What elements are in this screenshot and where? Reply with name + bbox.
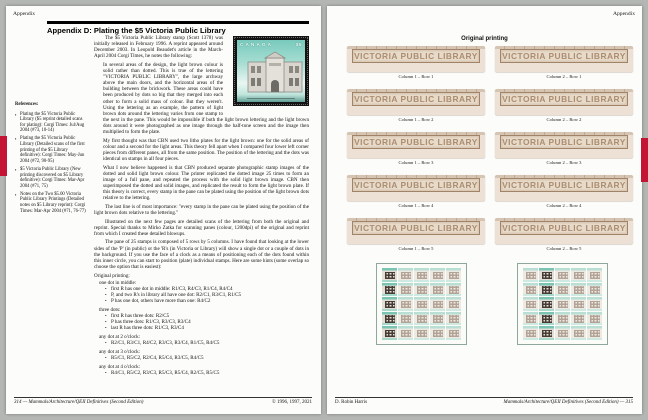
- bullet-icon: ▪: [15, 111, 17, 117]
- scan-caption: Column 1 – Row 3: [398, 159, 434, 165]
- pane-stamp: [523, 312, 538, 326]
- pane-stamp: [430, 297, 445, 311]
- hint-item-text: P has three dots: R1/C3, R3/C3, R3/C4: [111, 318, 191, 325]
- pane-stamp: [398, 268, 413, 282]
- lettering-panel: [352, 135, 480, 149]
- lettering-panel: [500, 221, 628, 235]
- paragraph-intro: The $5 Victoria Public Library stamp (Scott 1378) was initially released in February 1996. A reprint appeared around December 2003. In Leopold Beaudet's article in the March-April 2004 Corgi Times, he notes the following:: [94, 35, 223, 60]
- lettering-text: VICTORIA PUBLIC LIBRARY: [354, 137, 478, 147]
- pane-stamp: [430, 283, 445, 297]
- footer-copyright: © 1996, 1997, 2021: [271, 400, 312, 405]
- lettering-text: VICTORIA PUBLIC LIBRARY: [502, 223, 626, 233]
- pane-stamp: [539, 326, 554, 340]
- pane-stamp: [430, 268, 445, 282]
- reference-text: Notes on the Two $5.00 Victoria Public Library Printings (Detailed notes on $5 Library reprint): Corgi Times: Mar-Apr 2004 (#71, 76-77): [20, 191, 86, 214]
- paragraph-illustrated: Illustrated on the next few pages are detailed scans of the lettering from both the original and reprint. Special thanks to Mirko Zatka for scanning panes (colour, 1200dpi) of the original and reprint from which I created these detailed blowups.: [94, 218, 309, 237]
- pane-stamp: [571, 283, 586, 297]
- bullet-icon: •: [105, 370, 107, 376]
- pane-row: [523, 268, 602, 282]
- scan-caption: Column 2 – Row 5: [546, 245, 582, 251]
- pane-stamp: [587, 312, 602, 326]
- pane-row: [382, 297, 461, 311]
- pane-diagram-column2: [517, 263, 608, 345]
- red-thumb-tab-left: [0, 136, 7, 176]
- lettering-panel: [500, 49, 628, 63]
- paragraph-importance: The last line is of most importance: "every stamp in the pane can be plated using the position of the light brown dots relative to the lettering.": [94, 203, 309, 216]
- scan-cell: [495, 175, 633, 208]
- footer-book-title-right: Mammals/Architecture/QEII Definitives (Second Edition) — 315: [503, 400, 633, 405]
- pane-row: [382, 283, 461, 297]
- pane-stamp: [446, 312, 461, 326]
- lettering-text: VICTORIA PUBLIC LIBRARY: [502, 94, 626, 104]
- scan-cell: [347, 46, 485, 79]
- bullet-icon: •: [105, 285, 107, 291]
- brickwork-dots: [497, 108, 631, 115]
- bullet-icon: ▪: [15, 136, 17, 142]
- pane-stamp: [446, 268, 461, 282]
- appendix-title-block: [47, 21, 309, 35]
- pane-stamp: [571, 326, 586, 340]
- pane-stamp: [523, 268, 538, 282]
- hint-group-label: three dots:: [99, 306, 121, 313]
- pane-stamp: [571, 312, 586, 326]
- pane-stamp: [539, 283, 554, 297]
- pane-stamp: [382, 283, 397, 297]
- main-text-column: [94, 35, 309, 390]
- hint-group-label: one dot in middle:: [99, 279, 137, 286]
- pane-stamp: [414, 297, 429, 311]
- pane-row: [382, 326, 461, 340]
- bullet-icon: ▪: [15, 191, 17, 197]
- section-heading: Original printing: [461, 36, 508, 42]
- pane-stamp: [414, 312, 429, 326]
- lettering-scan: [495, 46, 633, 72]
- pane-stamp: [571, 297, 586, 311]
- scan-cell: [495, 89, 633, 122]
- hint-item-text: P, and two R's in library all have one dot: R2/C1, R3/C1, R1/C5: [111, 291, 242, 298]
- pane-row: [523, 312, 602, 326]
- pane-row: [382, 312, 461, 326]
- pane-stamp: [398, 283, 413, 297]
- reference-item: [15, 192, 87, 214]
- stamp-frame: [233, 36, 309, 106]
- page-title: Appendix D: Plating the $5 Victoria Public Library: [47, 26, 226, 35]
- scan-grid: [347, 46, 633, 251]
- pane-diagram-column1: [376, 263, 467, 345]
- bullet-icon: •: [105, 325, 107, 331]
- scan-caption: Column 1 – Row 2: [398, 116, 434, 122]
- reference-text: $5 Victoria Public Library (New printing discovered on $5 Library definitive): Corgi Times: Mar-Apr 2004 (#71, 75): [20, 166, 85, 189]
- lettering-panel: [352, 221, 480, 235]
- pane-stamp: [555, 268, 570, 282]
- stamp-denomination-label: $5: [295, 42, 302, 47]
- pane-row: [382, 268, 461, 282]
- scan-cell: [495, 218, 633, 251]
- lettering-text: VICTORIA PUBLIC LIBRARY: [354, 51, 478, 61]
- hints-list: [94, 280, 309, 377]
- brickwork-dots: [497, 194, 631, 201]
- pane-stamp: [382, 297, 397, 311]
- pane-stamp: [523, 326, 538, 340]
- hint-group: [99, 307, 309, 331]
- references-list: [15, 112, 87, 215]
- page-left: [6, 6, 321, 414]
- hint-group-label: any dot at 2 o'clock:: [99, 333, 141, 340]
- hint-item-text: R5/C1, R5/C2, R2/C4, R5/C4, R3/C5, R4/C5: [111, 355, 204, 362]
- hint-item-text: last R has three dots: R1/C3, R3/C4: [111, 325, 184, 332]
- quote-paragraph-1: In several areas of the design, the light brown colour is solid rather than dotted. This is true of the lettering "VICTORIA PUBLIC LIBRARY", the large archway above the main doors, and the horizontal areas of the building between the brickwork. These areas could have been produced by dots so big that they merged into each other to form a solid mass of colour. But they weren't. Using the lettering as an example, the pattern of light brown dots around the lettering varies from one stamp to the next in the pane. This would be impossible if both the light brown lettering and the light brown dots around it were photographed as one image through the half-tone screen and the image then multiplied to form the plate.: [103, 61, 309, 135]
- lettering-scan: [495, 175, 633, 201]
- lettering-panel: [352, 178, 480, 192]
- pane-stamp: [398, 326, 413, 340]
- scan-caption: Column 2 – Row 2: [546, 116, 582, 122]
- scan-caption: Column 2 – Row 4: [546, 202, 582, 208]
- stamp-country-label: CANADA: [240, 42, 274, 47]
- references-heading: References:: [15, 102, 39, 107]
- lettering-scan: [495, 132, 633, 158]
- lettering-scan: [347, 89, 485, 115]
- lettering-text: VICTORIA PUBLIC LIBRARY: [502, 180, 626, 190]
- pane-stamp: [571, 268, 586, 282]
- quote-paragraph-3: What I now believe happened is that CBN produced separate photographic stamp images of the dotted and solid light brown colour. The printer replicated the dotted image 25 times to form an image of a full pane, and repeated the process with the solid light brown image. CBN then superimposed the dotted and solid images, and replicated the result to form the light brown plate. If this theory is correct, every stamp in the pane can be plated using the position of the light brown dots relative to the lettering.: [103, 164, 309, 202]
- lettering-text: VICTORIA PUBLIC LIBRARY: [502, 51, 626, 61]
- hint-item: [105, 370, 309, 376]
- brickwork-dots: [349, 108, 483, 115]
- footer-author: D. Robin Harris: [335, 400, 368, 405]
- hint-group-label: any dot at 4 o'clock:: [99, 363, 141, 370]
- brickwork-dots: [497, 65, 631, 72]
- lettering-scan: [347, 132, 485, 158]
- hints-heading: Original printing:: [94, 272, 130, 279]
- stamp-caption-strip: [247, 98, 295, 100]
- scan-cell: [495, 132, 633, 165]
- hint-item: [105, 298, 309, 304]
- bullet-icon: ▪: [15, 166, 17, 172]
- pane-stamp: [382, 326, 397, 340]
- hint-item: [105, 340, 309, 346]
- red-thumb-tab-right: [641, 138, 648, 182]
- stamp-image: [229, 36, 309, 109]
- lettering-panel: [500, 178, 628, 192]
- brickwork-dots: [349, 151, 483, 158]
- reference-text: Plating the $5 Victoria Public Library (Detailed scans of the first printing of the $5 Library definitive): Corgi Times: May-Jun 2004 (#72, 90-95): [20, 136, 85, 164]
- lettering-text: VICTORIA PUBLIC LIBRARY: [354, 223, 478, 233]
- pane-stamp: [555, 283, 570, 297]
- hint-group: [99, 364, 309, 376]
- page-right: [327, 6, 642, 414]
- lettering-scan: [495, 89, 633, 115]
- pane-stamp: [555, 297, 570, 311]
- footer-book-title-left: 314 — Mammals/Architecture/QEII Definitives (Second Edition): [14, 400, 144, 405]
- pane-stamp: [430, 312, 445, 326]
- brickwork-dots: [349, 65, 483, 72]
- pane-stamp: [587, 297, 602, 311]
- pane-stamp: [446, 283, 461, 297]
- scan-caption: Column 2 – Row 1: [546, 73, 582, 79]
- lettering-panel: [500, 92, 628, 106]
- pane-stamp: [555, 312, 570, 326]
- hint-group: [99, 280, 309, 304]
- hint-group: [99, 349, 309, 361]
- brickwork-dots: [349, 237, 483, 244]
- pane-stamp: [398, 297, 413, 311]
- scan-caption: Column 1 – Row 4: [398, 202, 434, 208]
- lettering-scan: [495, 218, 633, 244]
- scan-cell: [347, 89, 485, 122]
- pane-stamp: [539, 268, 554, 282]
- hint-item-text: R4/C1, R5/C2, R3/C3, R5/C3, R5/C4, R2/C5, R5/C5: [111, 370, 220, 377]
- library-building-illustration: [245, 50, 305, 96]
- bullet-icon: •: [105, 291, 107, 297]
- reference-item: [15, 136, 87, 164]
- pane-stamp: [430, 326, 445, 340]
- hint-item-text: first R has one dot in middle: R1/C3, R4/C3, R1/C4, R4/C4: [111, 285, 233, 292]
- scan-caption: Column 2 – Row 3: [546, 159, 582, 165]
- pane-stamp: [382, 268, 397, 282]
- bullet-icon: •: [105, 318, 107, 324]
- reference-item: [15, 112, 87, 134]
- pane-stamp: [539, 297, 554, 311]
- scan-cell: [495, 46, 633, 79]
- lettering-text: VICTORIA PUBLIC LIBRARY: [502, 137, 626, 147]
- brickwork-dots: [349, 194, 483, 201]
- scan-cell: [347, 132, 485, 165]
- quote-paragraph-2: My first thought was that CBN used two litho plates for the light brown: one for the solid areas of colour and a second for the light areas. This theory fell apart when I compared four lower left corner pieces from different panes, all from the same position. The position of the lettering and the dots was identical on stamps in all four pieces.: [103, 137, 309, 162]
- bullet-icon: •: [105, 312, 107, 318]
- pane-stamp: [414, 283, 429, 297]
- footer-right-page: [335, 397, 633, 406]
- scan-caption: Column 1 – Row 1: [398, 73, 434, 79]
- scan-cell: [347, 175, 485, 208]
- lettering-scan: [347, 218, 485, 244]
- footer-left-page: [14, 397, 312, 406]
- brickwork-dots: [497, 237, 631, 244]
- pane-stamp: [587, 268, 602, 282]
- lettering-panel: [352, 49, 480, 63]
- pane-stamp: [523, 297, 538, 311]
- hint-group-label: any dot at 3 o'clock:: [99, 348, 141, 355]
- running-head-right: Appendix: [612, 11, 635, 17]
- reference-text: Plating the $5 Victoria Public Library ($5 reprint detailed scans for plating): Corgi Times: Jul/Aug 2004 (#73, 10-14): [20, 111, 85, 134]
- hint-item: [105, 355, 309, 361]
- bullet-icon: •: [105, 297, 107, 303]
- pane-stamp: [587, 283, 602, 297]
- pane-stamp: [414, 268, 429, 282]
- paragraph-pane-hints: The pane of 25 stamps is composed of 5 rows by 5 columns. I have found that looking at the lower sides of the 'P' (in public) or the 'R's (in Victoria or Library) will show a single dot or a couple of dots in the background. If you use the face of a clock as a means of positioning each of the dots found within this inner circle, you can start to position (plate) individual stamps. Here are some hints (some overlap so choose the option that is easiest):: [94, 239, 309, 270]
- hint-item: [105, 325, 309, 331]
- pane-row: [523, 297, 602, 311]
- pane-stamp: [587, 326, 602, 340]
- pane-stamp: [382, 312, 397, 326]
- hint-item-text: first R has three dots: R2/C5: [111, 312, 170, 319]
- scan-cell: [347, 218, 485, 251]
- hint-item-text: R2/C1, R3/C1, R4/C2, R3/C3, R3/C4, R1/C5, R4/C5: [111, 340, 220, 347]
- lettering-panel: [352, 92, 480, 106]
- pane-row: [523, 283, 602, 297]
- references-sidebar: [15, 102, 87, 217]
- hint-group: [99, 334, 309, 346]
- pane-stamp: [414, 326, 429, 340]
- pane-stamp: [446, 297, 461, 311]
- pane-row: [523, 326, 602, 340]
- pane-stamp: [539, 312, 554, 326]
- pane-stamp: [398, 312, 413, 326]
- lettering-text: VICTORIA PUBLIC LIBRARY: [354, 94, 478, 104]
- hint-item-text: P has one dot, others have more than one: R4/C2: [111, 297, 211, 304]
- reference-item: [15, 167, 87, 189]
- title-rule: [47, 21, 309, 24]
- pane-stamp: [523, 283, 538, 297]
- running-head-left: Appendix: [13, 11, 36, 17]
- lettering-scan: [347, 46, 485, 72]
- lettering-panel: [500, 135, 628, 149]
- stamp-design: [237, 40, 305, 102]
- lettering-text: VICTORIA PUBLIC LIBRARY: [354, 180, 478, 190]
- pane-stamp: [555, 326, 570, 340]
- stamp-inscriptions: [237, 40, 305, 47]
- scan-caption: Column 1 – Row 5: [398, 245, 434, 251]
- pane-stamp: [446, 326, 461, 340]
- bullet-icon: •: [105, 340, 107, 346]
- bullet-icon: •: [105, 355, 107, 361]
- lettering-scan: [347, 175, 485, 201]
- brickwork-dots: [497, 151, 631, 158]
